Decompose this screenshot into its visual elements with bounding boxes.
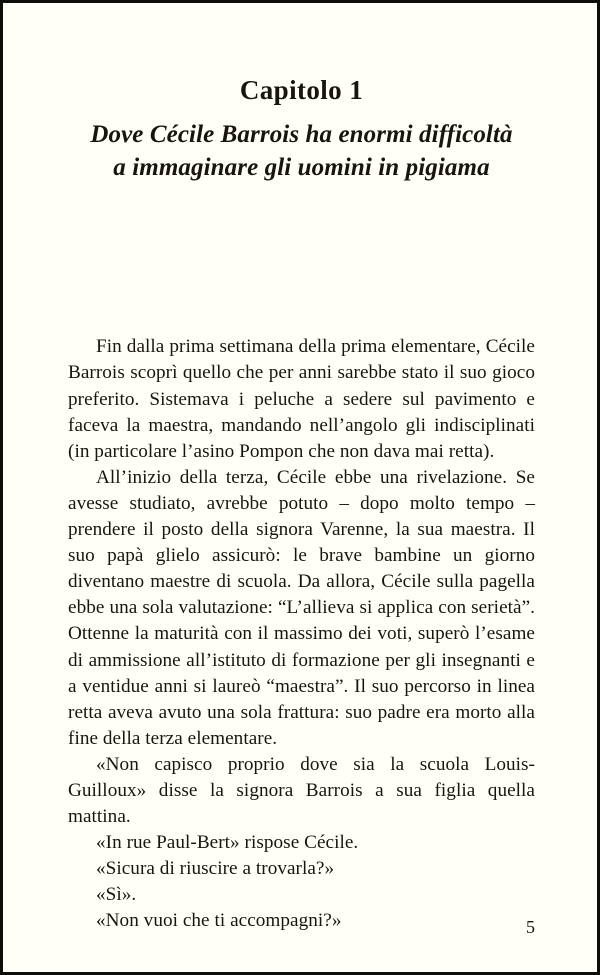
page-content-area (3, 3, 597, 972)
chapter-subtitle (68, 118, 535, 184)
dialogue-line-2: «In rue Paul-Bert» rispose Cécile. (96, 832, 359, 854)
page-number: 5 (526, 917, 535, 937)
dialogue-line-1: «Non capisco proprio dove sia la scuola Louis-Guilloux» disse la signora Barrois a sua figlia quella mattina. (68, 753, 535, 828)
chapter-subtitle-line-2: a immaginare gli uomini in pigiama (113, 154, 490, 182)
chapter-subtitle-line-1: Dove Cécile Barrois ha enormi difficoltà (90, 121, 513, 149)
dialogue-line-5: «Non vuoi che ti accompagni?» (96, 910, 342, 932)
body-text (68, 334, 535, 937)
paragraph-1: Fin dalla prima settimana della prima elementare, Cécile Barrois scoprì quello che per anni sarebbe stato il suo gioco preferito. Sistemava i peluche a sedere sul pavimento e faceva la maestra, mandando nell’angolo gli indisciplinati (in particolare l’asino Pompon che non dava mai retta). (68, 336, 535, 462)
paragraph-2: All’inizio della terza, Cécile ebbe una rivelazione. Se avesse studiato, avrebbe potuto – dopo molto tempo – prendere il posto della signora Varenne, la sua maestra. Il suo papà glielo assicurò: le brave bambine un giorno diventano maestre di scuola. Da allora, Cécile sulla pagella ebbe una sola valutazione: “L’allieva si applica con serietà”. Ottenne la maturità con il massimo dei voti, superò l’esame di ammissione all’istituto di formazione per gli insegnanti e a ventidue anni si laureò “maestra”. Il suo percorso in linea retta aveva avuto una sola frattura: suo padre era morto alla fine della terza elementare. (68, 466, 535, 749)
chapter-number: Capitolo 1 (239, 75, 364, 105)
chapter-heading (68, 74, 535, 184)
dialogue-line-3: «Sicura di riuscire a trovarla?» (96, 858, 335, 880)
dialogue-line-4: «Sì». (96, 884, 137, 906)
